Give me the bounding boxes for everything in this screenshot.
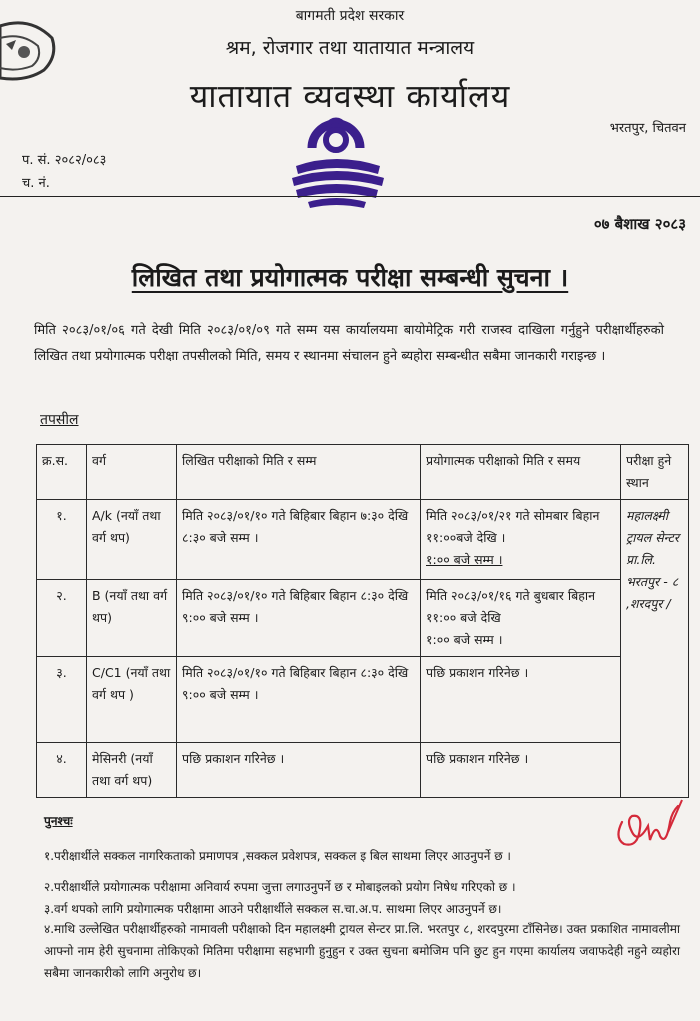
row-practical-end: १:०० बजे सम्म । bbox=[426, 552, 503, 567]
row-category: A/k (नयाँ तथा वर्ग थप) bbox=[87, 500, 177, 580]
exam-schedule-table bbox=[36, 444, 689, 798]
row-written-date: मिति २०८३/०१/१० गते बिहिबार बिहान ८:३० देखि ९:०० बजे सम्म । bbox=[177, 580, 421, 657]
office-location: भरतपुर, चितवन bbox=[609, 121, 686, 136]
office-stamp-icon bbox=[282, 104, 390, 216]
row-sn: २. bbox=[37, 580, 87, 657]
details-label: तपसील bbox=[40, 412, 79, 428]
dispatch-number: च. नं. bbox=[22, 176, 50, 191]
row-practical-date bbox=[421, 580, 621, 657]
postscript-item: २.परीक्षार्थीले प्रयोगात्मक परीक्षामा अनिवार्य रुपमा जुत्ता लगाउनुपर्ने छ र मोबाइलको प्रयोग निषेध गरिएको छ । bbox=[44, 880, 516, 894]
table-row bbox=[37, 743, 689, 798]
row-practical-date: पछि प्रकाशन गरिनेछ । bbox=[421, 657, 621, 743]
row-category: मेसिनरी (नयाँ तथा वर्ग थप) bbox=[87, 743, 177, 798]
postscript-heading: पुनश्चः bbox=[44, 814, 73, 828]
table-header-row bbox=[37, 445, 689, 500]
venue-cell: महालक्ष्मी ट्रायल सेन्टर प्रा.लि. भरतपुर - ८ ,शरदपुर / bbox=[621, 500, 689, 798]
row-sn: १. bbox=[37, 500, 87, 580]
row-written-date: मिति २०८३/०१/१० गते बिहिबार बिहान ७:३० देखि ८:३० बजे सम्म । bbox=[177, 500, 421, 580]
postscript-item: ४.माथि उल्लेखित परीक्षार्थीहरुको नामावली परीक्षाको दिन महालक्ष्मी ट्रायल सेन्टर प्रा.लि. भरतपुर ८, शरदपुरमा टाँसिनेछ। उक्त प्रकाशित नामावलीमा आफ्नो नाम हेरी सुचनामा तोकिएको मितिमा परीक्षामा सहभागी हुनुहुन र उक्त सुचना बमोजिम पनि छुट हुन गएमा कार्यालय जवाफदेही नहुने व्यहोरा सबैमा जानकारीको लागि अनुरोध छ। bbox=[44, 922, 680, 980]
header-venue: परीक्षा हुने स्थान bbox=[621, 445, 689, 500]
ministry-name: श्रम, रोजगार तथा यातायात मन्त्रालय bbox=[225, 37, 475, 59]
row-practical-start: मिति २०८३/०१/२१ गते सोमबार बिहान ११:००बजे देखि । bbox=[426, 508, 600, 545]
header-category: वर्ग bbox=[87, 445, 177, 500]
row-practical-end: १:०० बजे सम्म । bbox=[426, 632, 503, 647]
row-category: C/C1 (नयाँ तथा वर्ग थप ) bbox=[87, 657, 177, 743]
header-sn: क्र.स. bbox=[37, 445, 87, 500]
row-category: B (नयाँ तथा वर्ग थप) bbox=[87, 580, 177, 657]
office-name: यातायात व्यवस्था कार्यालय bbox=[189, 77, 511, 115]
notice-title: लिखित तथा प्रयोगात्मक परीक्षा सम्बन्धी सुचना । bbox=[131, 263, 569, 292]
table-row bbox=[37, 657, 689, 743]
row-practical-date bbox=[421, 500, 621, 580]
reference-number: प. सं. २०८२/०८३ bbox=[22, 153, 107, 168]
notice-intro: मिति २०८३/०१/०६ गते देखी मिति २०८३/०१/०९ गते सम्म यस कार्यालयमा बायोमेट्रिक गरी राजस्व दाखिला गर्नुहुने परीक्षार्थीहरुको लिखित तथा प्रयोगात्मक परीक्षा तपसीलको मिति, समय र स्थानमा संचालन हुने ब्यहोरा सम्बन्धीत सबैमा जानकारी गराइन्छ । bbox=[34, 323, 664, 364]
table-row bbox=[37, 500, 689, 580]
notice-date: ०७ बैशाख २०८३ bbox=[593, 215, 686, 233]
row-practical-date: पछि प्रकाशन गरिनेछ । bbox=[421, 743, 621, 798]
row-written-date: मिति २०८३/०१/१० गते बिहिबार बिहान ८:३० देखि ९:०० बजे सम्म । bbox=[177, 657, 421, 743]
row-sn: ४. bbox=[37, 743, 87, 798]
header-written-date: लिखित परीक्षाको मिति र सम्म bbox=[177, 445, 421, 500]
header-practical-date: प्रयोगात्मक परीक्षाको मिति र समय bbox=[421, 445, 621, 500]
header-divider bbox=[0, 196, 700, 197]
government-name: बागमती प्रदेश सरकार bbox=[295, 8, 405, 24]
row-written-date: पछि प्रकाशन गरिनेछ । bbox=[177, 743, 421, 798]
row-sn: ३. bbox=[37, 657, 87, 743]
postscript-item: ३.वर्ग थपको लागि प्रयोगात्मक परीक्षामा आउने परीक्षार्थीले सक्कल स.चा.अ.प. साथमा लिएर आउनुपर्ने छ। bbox=[44, 902, 502, 916]
row-practical-start: मिति २०८३/०१/१६ गते बुधबार बिहान ११:०० बजे देखि bbox=[426, 588, 596, 625]
postscript-item: १.परीक्षार्थीले सक्कल नागरिकताको प्रमाणपत्र ,सक्कल प्रवेशपत्र, सक्कल इ बिल साथमा लिएर आउनुपर्ने छ । bbox=[44, 849, 511, 863]
table-row bbox=[37, 580, 689, 657]
